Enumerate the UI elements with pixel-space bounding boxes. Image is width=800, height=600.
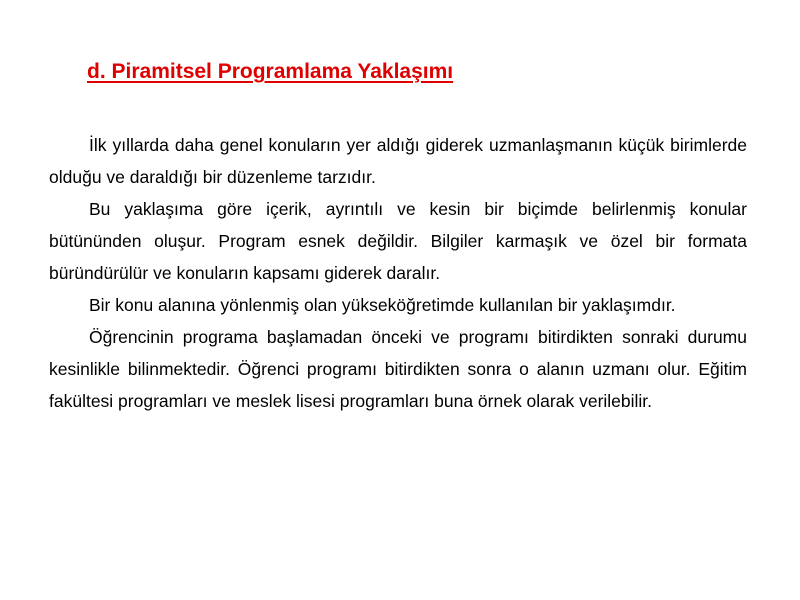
paragraph-4: Öğrencinin programa başlamadan önceki ve programı bitirdikten sonraki durumu kesinlikle bilinmektedir. Öğrenci programı bitirdikten sonra o alanın uzmanı olur. Eğitim fakültesi programları ve meslek lisesi programları buna örnek olarak verilebilir. bbox=[49, 327, 747, 411]
slide-body bbox=[49, 129, 747, 417]
paragraph-2: Bu yaklaşıma göre içerik, ayrıntılı ve kesin bir biçimde belirlenmiş konular bütününden oluşur. Program esnek değildir. Bilgiler karmaşık ve özel bir formata büründürülür ve konuların kapsamı giderek daralır. bbox=[49, 199, 747, 283]
paragraph-1: İlk yıllarda daha genel konuların yer aldığı giderek uzmanlaşmanın küçük birimlerde olduğu ve daraldığı bir düzenleme tarzıdır. bbox=[49, 135, 747, 187]
slide-title: d. Piramitsel Programlama Yaklaşımı bbox=[87, 60, 454, 83]
paragraph-3: Bir konu alanına yönlenmiş olan yükseköğretimde kullanılan bir yaklaşımdır. bbox=[89, 295, 676, 315]
